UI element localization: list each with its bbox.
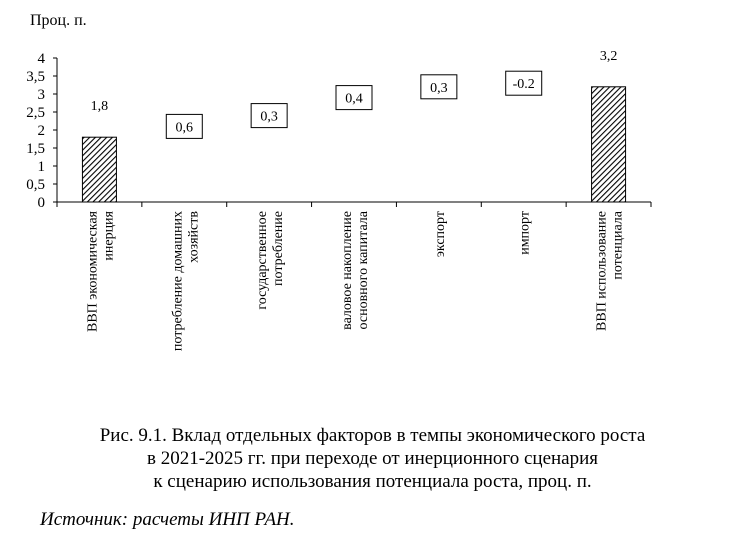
category-label: основного капитала: [356, 211, 371, 330]
figure-caption: [0, 424, 745, 493]
y-tick-label: 2,5: [26, 105, 45, 121]
y-tick-label: 3: [37, 87, 45, 103]
bar: [82, 137, 116, 202]
category-label: ВВП использование: [594, 211, 610, 331]
y-tick-label: 1,5: [26, 141, 45, 157]
data-label: 1,8: [90, 99, 109, 115]
category-label: инерция: [101, 211, 117, 261]
bar: [592, 87, 626, 202]
y-tick-label: 3,5: [26, 69, 45, 85]
axes: [26, 48, 651, 211]
category-label: ВВП экономическая: [85, 211, 101, 333]
category-label: хозяйств: [186, 211, 202, 263]
source-note: Источник: расчеты ИНП РАН.: [40, 509, 295, 530]
data-label: 0,3: [430, 80, 448, 96]
y-tick-label: 4: [37, 51, 45, 67]
data-label: 0,4: [345, 91, 363, 107]
category-label: государственное: [255, 211, 271, 310]
caption-line-1: Рис. 9.1. Вклад отдельных факторов в темпы экономического роста: [99, 425, 646, 446]
data-label: -0.2: [512, 77, 535, 93]
category-labels: [85, 210, 625, 351]
category-label: потенциала: [610, 211, 626, 280]
y-tick-label: 0,5: [26, 177, 45, 193]
y-tick-label: 0: [37, 195, 45, 211]
data-label: 0,6: [175, 120, 194, 136]
data-label: 0,3: [260, 109, 278, 125]
category-label: валовое накопление: [340, 211, 355, 330]
y-axis-label: Проц. п.: [30, 12, 87, 29]
data-label: 3,2: [599, 48, 618, 64]
caption-line-3: к сценарию использования потенциала роста, проц. п.: [153, 471, 592, 492]
category-label: экспорт: [432, 211, 448, 258]
y-tick-label: 2: [37, 123, 45, 139]
category-label: импорт: [517, 211, 533, 255]
category-label: потребление домашних: [170, 210, 186, 352]
category-label: потребление: [271, 211, 287, 286]
caption-line-2: в 2021-2025 гг. при переходе от инерционного сценария: [146, 448, 599, 469]
y-tick-label: 1: [37, 159, 45, 175]
